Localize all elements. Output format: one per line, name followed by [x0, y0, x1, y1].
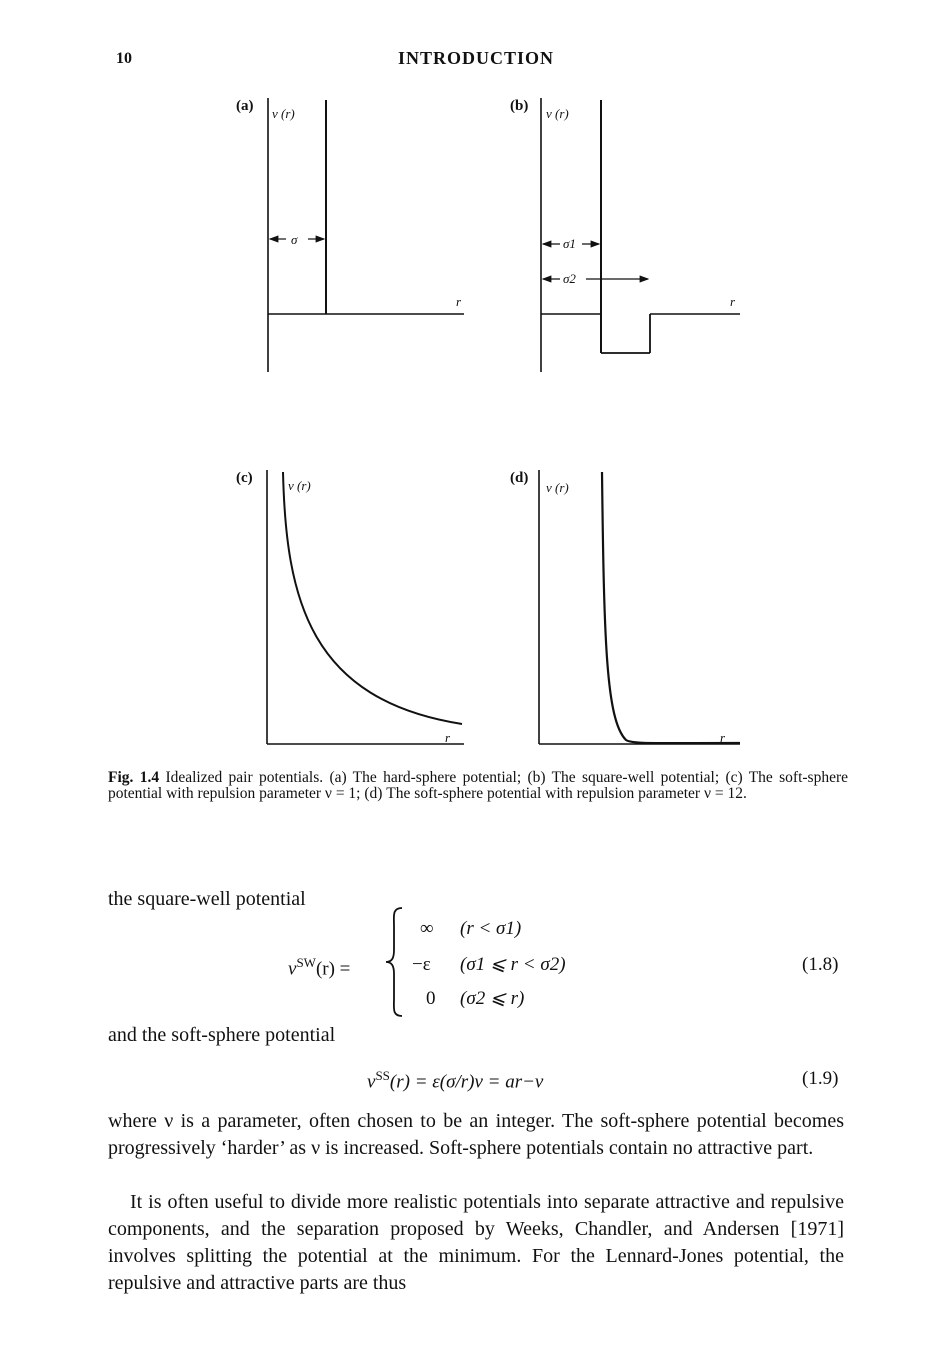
paragraph-2: and the soft-sphere potential	[108, 1024, 336, 1046]
panel-d-ylabel: v (r)	[546, 480, 569, 495]
panel-a-xlabel: r	[456, 294, 462, 309]
panel-b-sigma1: σ1	[563, 236, 576, 251]
paragraph-3: where ν is a parameter, often chosen to be an integer. The soft-sphere potential becomes progressively ‘harder’ as ν is increased. Soft-sphere potentials contain no attractive part.	[108, 1110, 844, 1159]
page-number: 10	[116, 50, 132, 67]
panel-c-label: (c)	[236, 470, 253, 486]
panel-c-ylabel: v (r)	[288, 478, 311, 493]
eq-1-9-number: (1.9)	[802, 1068, 839, 1089]
figure-caption	[108, 770, 848, 802]
panel-a-label: (a)	[236, 98, 254, 114]
eq-1-8-number: (1.8)	[802, 954, 839, 975]
panel-a-sigma: σ	[291, 232, 298, 247]
eq-1-8-brace	[384, 906, 406, 1018]
panel-d-label: (d)	[510, 470, 529, 486]
eq-1-8-row-2: −ε (σ1 ⩽ r < σ2)	[412, 954, 566, 975]
panel-b	[510, 98, 740, 372]
paragraph-4	[108, 1189, 844, 1297]
panel-d-curve	[602, 472, 740, 743]
eq-1-9: $v^{SS}(r) = \varepsilon(\sigma/r)\nu = ar-\nu$	[367, 1068, 544, 1093]
panel-c	[236, 470, 464, 745]
panel-b-ylabel: v (r)	[546, 106, 569, 121]
panel-a-ylabel: v (r)	[272, 106, 295, 121]
eq-1-8-row-3: 0 (σ2 ⩽ r)	[426, 988, 525, 1009]
panel-b-xlabel: r	[730, 294, 736, 309]
panel-c-curve	[283, 472, 462, 724]
panel-a	[236, 98, 464, 372]
panel-c-xlabel: r	[445, 730, 451, 745]
eq-1-8-lhs: $v^{SW}(r)$ =	[288, 955, 351, 980]
caption-text: Idealized pair potentials. (a) The hard-sphere potential; (b) The square-well potential; (c) The soft-sphere potential with repulsion parameter ν = 1; (d) The soft-sphere potential with repulsion parameter ν = 12.	[108, 769, 849, 802]
eq-1-8-row-1: ∞ (r < σ1)	[420, 918, 522, 939]
paragraph-4-text: It is often useful to divide more realistic potentials into separate attractive and repulsive components, and the separation proposed by Weeks, Chandler, and Andersen [1971] involves splitting the potential at the minimum. For the Lennard-Jones potential, the repulsive and attractive parts are thus	[108, 1191, 844, 1294]
running-title: INTRODUCTION	[397, 48, 555, 68]
panel-b-sigma2: σ2	[563, 271, 576, 286]
paragraph-1: the square-well potential	[108, 888, 306, 910]
panel-d-xlabel: r	[720, 730, 726, 745]
panel-b-label: (b)	[510, 98, 529, 114]
caption-number: Fig. 1.4	[108, 769, 160, 786]
panel-d	[510, 470, 740, 745]
